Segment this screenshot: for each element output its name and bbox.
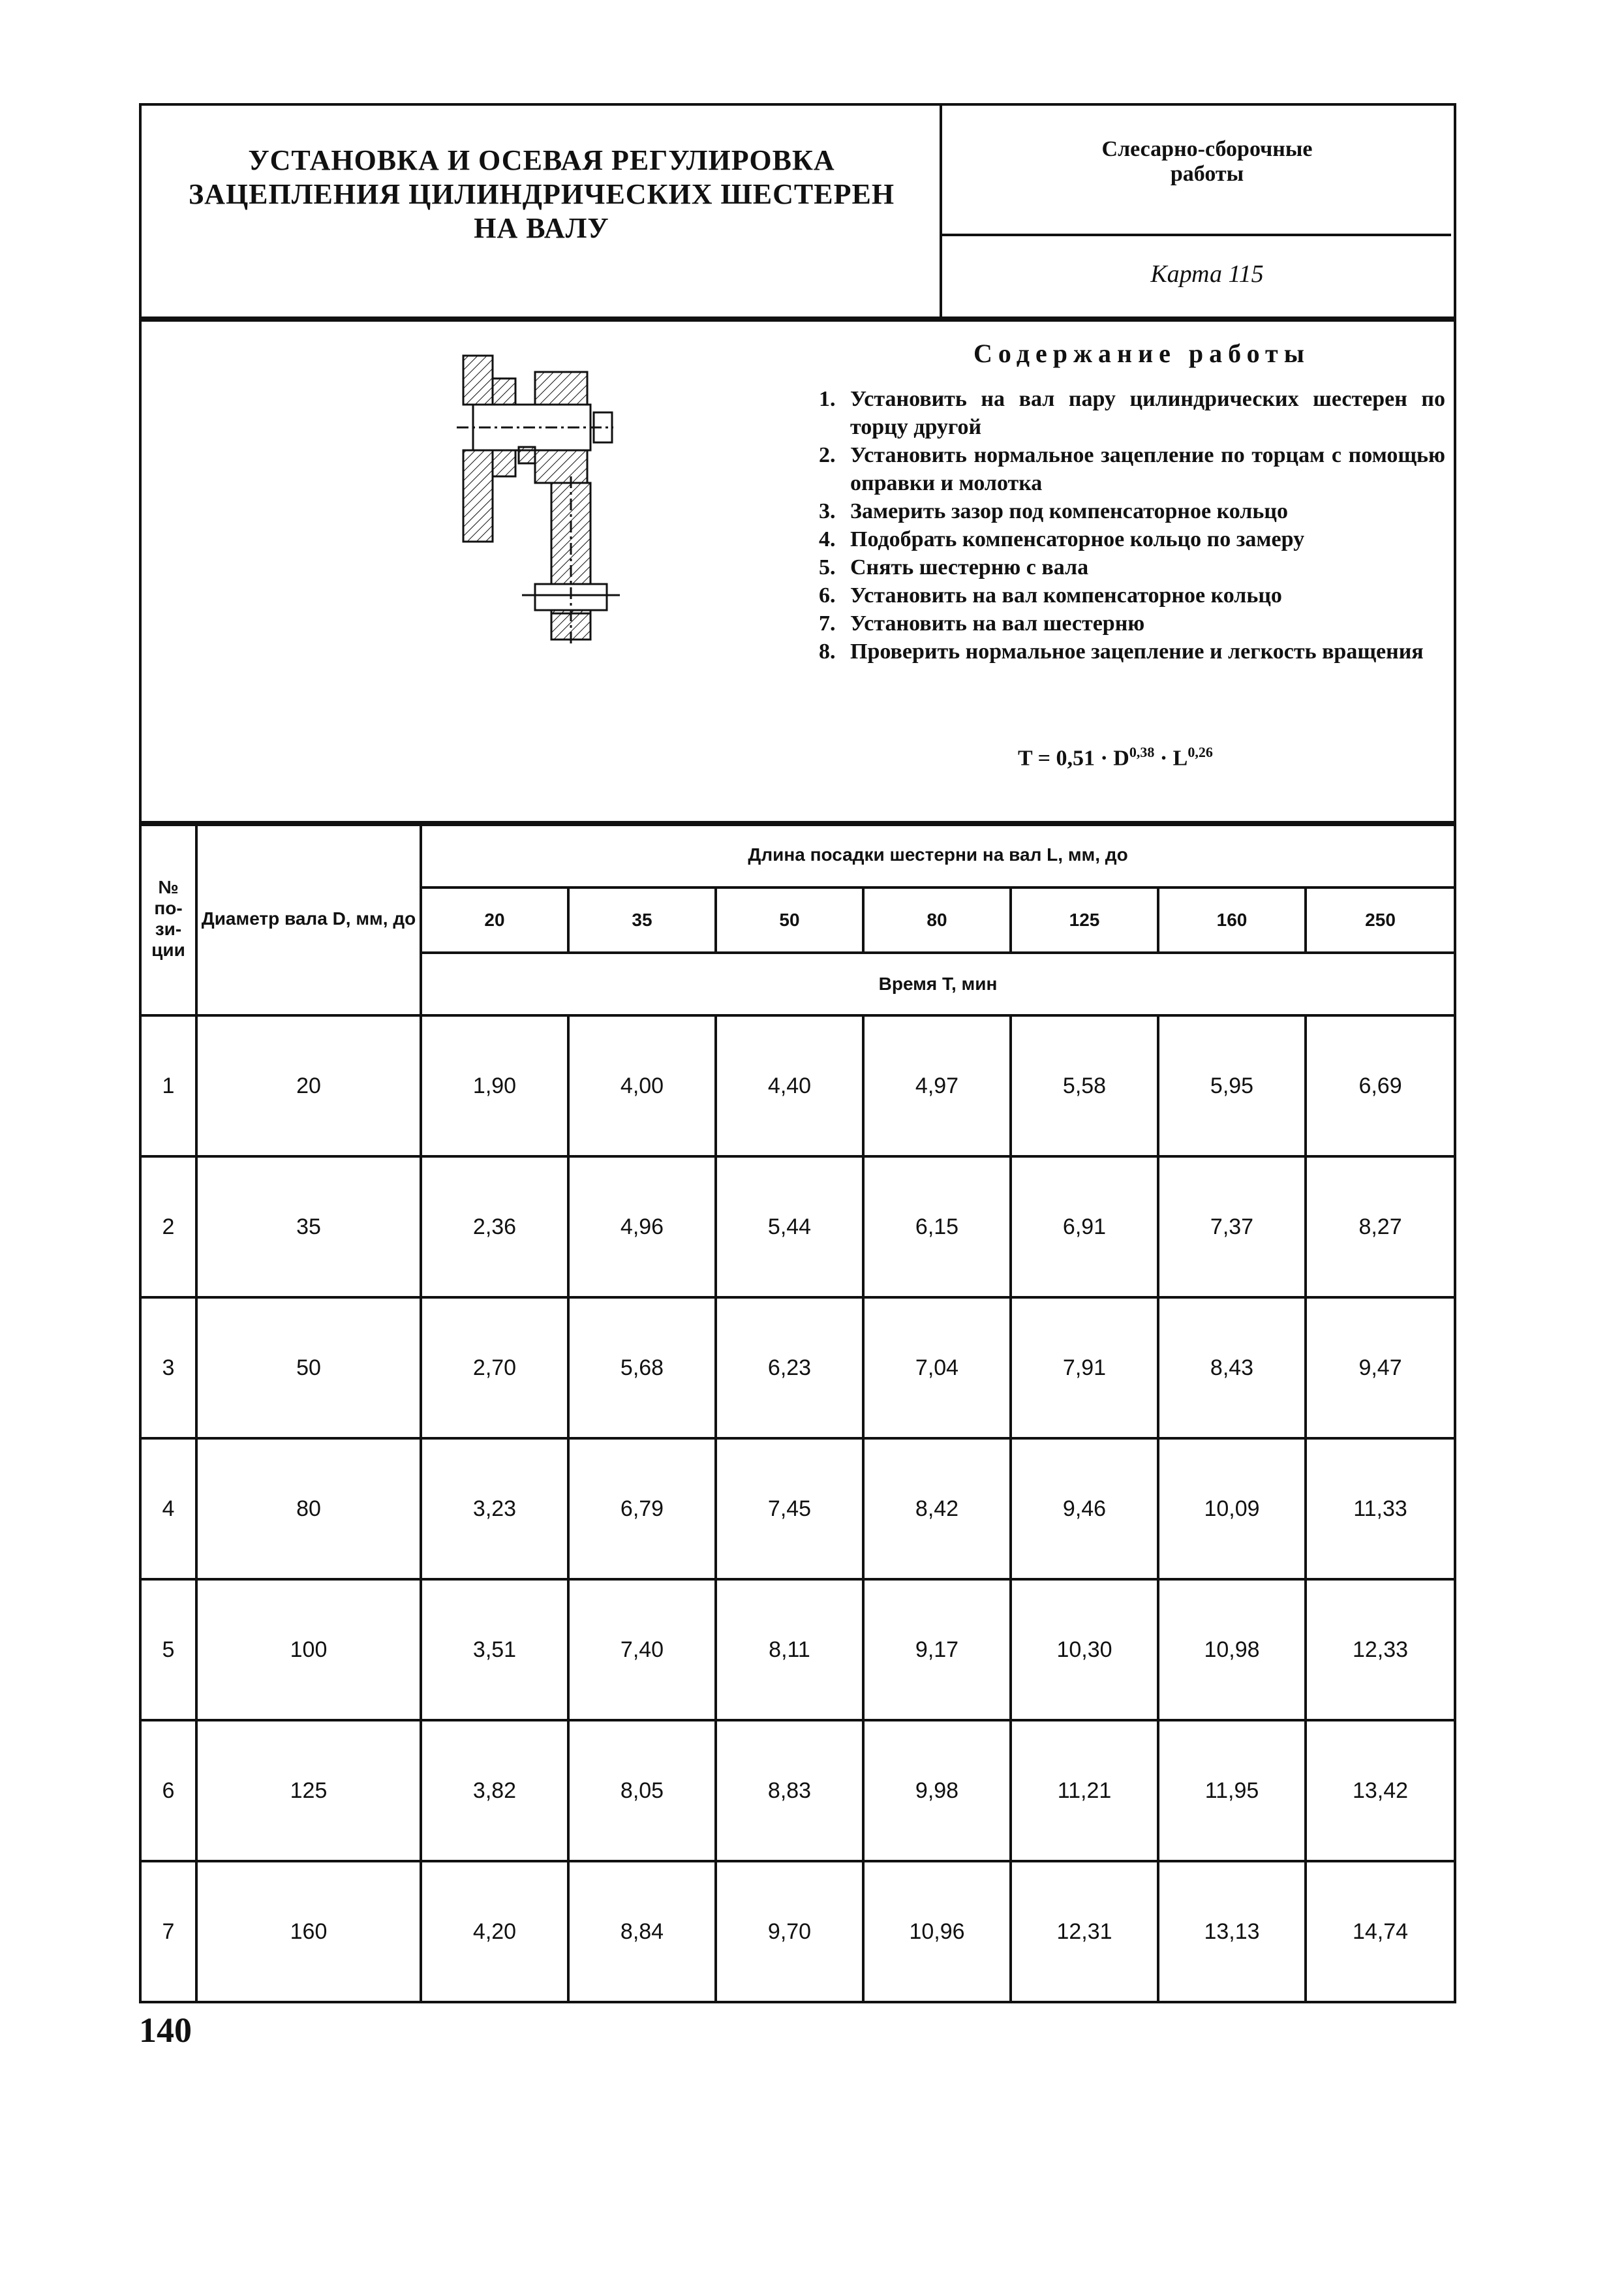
time-cell: 1,90 — [421, 1015, 568, 1156]
length-header-cell: 80 — [863, 887, 1011, 953]
time-cell: 2,36 — [421, 1156, 568, 1297]
diameter-cell: 80 — [196, 1438, 421, 1579]
length-header-cell: 50 — [716, 887, 863, 953]
time-cell: 12,33 — [1306, 1579, 1455, 1720]
time-cell: 7,91 — [1011, 1297, 1158, 1438]
gear-assembly-drawing — [444, 352, 639, 646]
time-cell: 2,70 — [421, 1297, 568, 1438]
work-steps-list — [819, 385, 1445, 666]
page-number: 140 — [139, 2011, 192, 2050]
time-cell: 8,27 — [1306, 1156, 1455, 1297]
position-cell: 6 — [140, 1720, 196, 1861]
time-cell: 4,97 — [863, 1015, 1011, 1156]
time-cell: 8,84 — [568, 1861, 716, 2002]
department-label: Слесарно-сборочные работы — [1101, 137, 1313, 186]
list-item: 5. Снять шестерню с вала — [819, 555, 1089, 579]
length-group-header: Длина посадки шестерни на вал L, мм, до — [421, 822, 1455, 887]
time-cell: 10,96 — [863, 1861, 1011, 2002]
time-cell: 10,30 — [1011, 1579, 1158, 1720]
time-cell: 4,20 — [421, 1861, 568, 2002]
time-cell: 6,69 — [1306, 1015, 1455, 1156]
table-row — [140, 1015, 1455, 1156]
time-cell: 9,46 — [1011, 1438, 1158, 1579]
list-item: 4. Подобрать компенсаторное кольцо по замеру — [819, 527, 1305, 551]
time-norms-table — [139, 821, 1456, 2003]
table-row — [140, 1156, 1455, 1297]
time-cell: 13,13 — [1158, 1861, 1306, 2002]
time-cell: 6,23 — [716, 1297, 863, 1438]
table-row — [140, 1861, 1455, 2002]
time-cell: 4,96 — [568, 1156, 716, 1297]
time-cell: 6,91 — [1011, 1156, 1158, 1297]
length-header-cell: 160 — [1158, 887, 1306, 953]
position-cell: 4 — [140, 1438, 196, 1579]
time-cell: 5,95 — [1158, 1015, 1306, 1156]
diameter-column-header: Диаметр вала D, мм, до — [196, 822, 421, 1015]
length-header-cell: 35 — [568, 887, 716, 953]
diameter-cell: 160 — [196, 1861, 421, 2002]
time-cell: 6,79 — [568, 1438, 716, 1579]
diameter-cell: 50 — [196, 1297, 421, 1438]
time-cell: 9,17 — [863, 1579, 1011, 1720]
time-cell: 5,68 — [568, 1297, 716, 1438]
time-cell: 11,21 — [1011, 1720, 1158, 1861]
position-cell: 2 — [140, 1156, 196, 1297]
time-cell: 4,40 — [716, 1015, 863, 1156]
length-header-cell: 250 — [1306, 887, 1455, 953]
time-cell: 5,58 — [1011, 1015, 1158, 1156]
table-row — [140, 1720, 1455, 1861]
time-group-header: Время T, мин — [421, 953, 1455, 1015]
time-cell: 11,33 — [1306, 1438, 1455, 1579]
time-cell: 11,95 — [1158, 1720, 1306, 1861]
time-cell: 10,09 — [1158, 1438, 1306, 1579]
list-item: 7. Установить на вал шестерню — [819, 611, 1145, 636]
content-heading: Содержание работы — [973, 339, 1310, 368]
table-row — [140, 1579, 1455, 1720]
length-header-cell: 125 — [1011, 887, 1158, 953]
length-header-cell: 20 — [421, 887, 568, 953]
time-cell: 7,40 — [568, 1579, 716, 1720]
time-cell: 6,15 — [863, 1156, 1011, 1297]
diameter-cell: 100 — [196, 1579, 421, 1720]
diameter-cell: 125 — [196, 1720, 421, 1861]
time-cell: 9,70 — [716, 1861, 863, 2002]
list-item: 1. Установить на вал пару цилиндрических шестерен по торцу другой — [819, 387, 1445, 439]
page-title: УСТАНОВКА И ОСЕВАЯ РЕГУЛИРОВКА ЗАЦЕПЛЕНИЯ ЦИЛИНДРИЧЕСКИХ ШЕСТЕРЕН НА ВАЛУ — [188, 144, 895, 244]
time-formula: T = 0,51 · D$^{0,38}$ · L$^{0,26}$ — [1018, 744, 1213, 771]
position-cell: 7 — [140, 1861, 196, 2002]
card-number: Карта 115 — [1150, 260, 1264, 288]
time-cell: 5,44 — [716, 1156, 863, 1297]
time-cell: 7,37 — [1158, 1156, 1306, 1297]
time-cell: 3,82 — [421, 1720, 568, 1861]
position-column-header: № по-зи-ции — [140, 822, 196, 1015]
list-item: 6. Установить на вал компенсаторное кольцо — [819, 583, 1282, 608]
time-cell: 10,98 — [1158, 1579, 1306, 1720]
diameter-cell: 20 — [196, 1015, 421, 1156]
time-cell: 9,98 — [863, 1720, 1011, 1861]
diameter-cell: 35 — [196, 1156, 421, 1297]
time-cell: 12,31 — [1011, 1861, 1158, 2002]
time-cell: 9,47 — [1306, 1297, 1455, 1438]
list-item: 2. Установить нормальное зацепление по торцам с помощью оправки и молотка — [819, 443, 1445, 495]
time-cell: 8,43 — [1158, 1297, 1306, 1438]
time-cell: 8,05 — [568, 1720, 716, 1861]
time-cell: 4,00 — [568, 1015, 716, 1156]
position-cell: 5 — [140, 1579, 196, 1720]
time-cell: 3,23 — [421, 1438, 568, 1579]
header-divider-horizontal — [940, 234, 1451, 236]
time-cell: 8,42 — [863, 1438, 1011, 1579]
position-cell: 3 — [140, 1297, 196, 1438]
time-cell: 13,42 — [1306, 1720, 1455, 1861]
time-cell: 3,51 — [421, 1579, 568, 1720]
time-cell: 8,83 — [716, 1720, 863, 1861]
table-row — [140, 1297, 1455, 1438]
table-row — [140, 1438, 1455, 1579]
list-item: 8. Проверить нормальное зацепление и легкость вращения — [819, 640, 1424, 664]
time-cell: 7,04 — [863, 1297, 1011, 1438]
time-cell: 7,45 — [716, 1438, 863, 1579]
list-item: 3. Замерить зазор под компенсаторное кольцо — [819, 499, 1288, 523]
position-cell: 1 — [140, 1015, 196, 1156]
time-cell: 8,11 — [716, 1579, 863, 1720]
time-cell: 14,74 — [1306, 1861, 1455, 2002]
